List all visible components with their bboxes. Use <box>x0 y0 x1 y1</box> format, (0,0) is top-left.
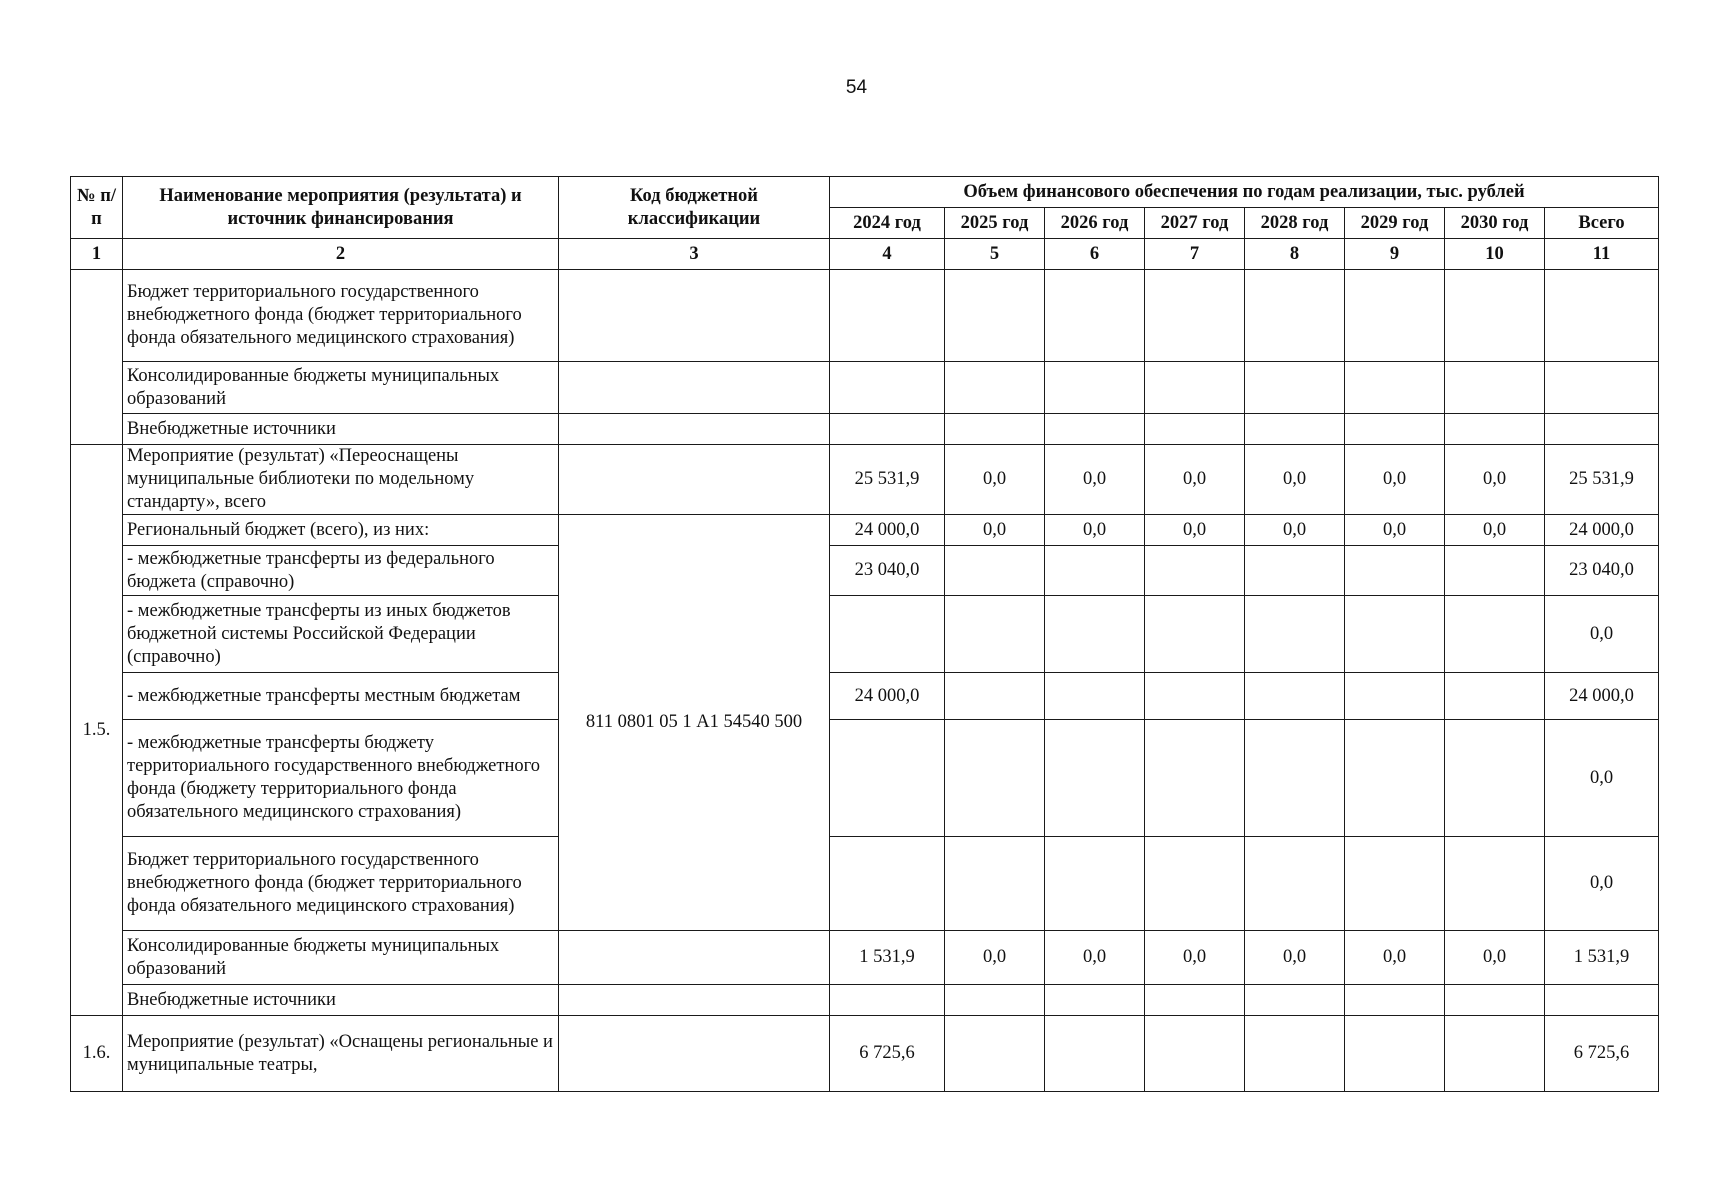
row-value: 0,0 <box>945 445 1045 515</box>
table-row <box>71 362 1659 414</box>
row-value <box>1345 673 1445 720</box>
row-kbk <box>559 270 830 362</box>
row-value <box>1445 985 1545 1016</box>
row-value <box>1445 720 1545 837</box>
row-total <box>1545 362 1659 414</box>
row-total: 0,0 <box>1545 596 1659 673</box>
row-value: 0,0 <box>1045 445 1145 515</box>
row-value: 0,0 <box>945 931 1045 985</box>
row-value <box>1245 362 1345 414</box>
row-name: Внебюджетные источники <box>123 414 559 445</box>
row-value <box>1045 546 1145 596</box>
row-value <box>1445 673 1545 720</box>
row-value <box>1245 673 1345 720</box>
header-name: Наименование мероприятия (результата) и источник финансирования <box>123 177 559 239</box>
row-name: - межбюджетные трансферты местным бюджетам <box>123 673 559 720</box>
row-value <box>1445 362 1545 414</box>
row-value <box>1145 720 1245 837</box>
header-row-1 <box>71 177 1659 208</box>
row-value: 0,0 <box>1345 445 1445 515</box>
row-value: 0,0 <box>1145 931 1245 985</box>
row-total: 0,0 <box>1545 837 1659 931</box>
row-value <box>1045 596 1145 673</box>
column-number: 1 <box>71 239 123 270</box>
row-total: 6 725,6 <box>1545 1016 1659 1092</box>
row-value: 0,0 <box>1145 515 1245 546</box>
header-year: 2025 год <box>945 208 1045 239</box>
row-name: - межбюджетные трансферты бюджету территориального государственного внебюджетного фонда (бюджету территориального фонда обязательного медицинского страхования) <box>123 720 559 837</box>
header-financing-group: Объем финансового обеспечения по годам реализации, тыс. рублей <box>830 177 1659 208</box>
column-number-row <box>71 239 1659 270</box>
column-number: 8 <box>1245 239 1345 270</box>
table-row <box>71 515 1659 546</box>
row-index <box>71 270 123 445</box>
row-value <box>945 546 1045 596</box>
row-value: 1 531,9 <box>830 931 945 985</box>
row-value <box>945 1016 1045 1092</box>
row-value <box>1045 720 1145 837</box>
header-kbk: Код бюджетной классификации <box>559 177 830 239</box>
row-kbk <box>559 362 830 414</box>
row-value <box>1345 985 1445 1016</box>
row-value: 24 000,0 <box>830 673 945 720</box>
row-value <box>1145 596 1245 673</box>
row-value: 0,0 <box>1445 515 1545 546</box>
row-value: 23 040,0 <box>830 546 945 596</box>
row-kbk: 811 0801 05 1 А1 54540 500 <box>559 515 830 931</box>
row-value <box>1145 362 1245 414</box>
row-value <box>1145 837 1245 931</box>
column-number: 11 <box>1545 239 1659 270</box>
table-row <box>71 985 1659 1016</box>
row-value <box>1445 837 1545 931</box>
row-name: Региональный бюджет (всего), из них: <box>123 515 559 546</box>
row-value <box>1145 1016 1245 1092</box>
row-total <box>1545 985 1659 1016</box>
row-kbk <box>559 931 830 985</box>
row-kbk <box>559 414 830 445</box>
row-total: 23 040,0 <box>1545 546 1659 596</box>
row-total: 24 000,0 <box>1545 673 1659 720</box>
column-number: 10 <box>1445 239 1545 270</box>
column-number: 2 <box>123 239 559 270</box>
row-total <box>1545 270 1659 362</box>
row-total <box>1545 414 1659 445</box>
row-value <box>1345 837 1445 931</box>
row-total: 1 531,9 <box>1545 931 1659 985</box>
row-value <box>1345 546 1445 596</box>
row-value <box>945 596 1045 673</box>
row-value <box>945 270 1045 362</box>
row-value <box>1045 1016 1145 1092</box>
column-number: 4 <box>830 239 945 270</box>
column-number: 6 <box>1045 239 1145 270</box>
table-row <box>71 270 1659 362</box>
row-value <box>1045 673 1145 720</box>
row-value <box>830 720 945 837</box>
row-value <box>1445 596 1545 673</box>
table-row <box>71 931 1659 985</box>
column-number: 9 <box>1345 239 1445 270</box>
row-value: 0,0 <box>1245 515 1345 546</box>
row-value <box>1145 985 1245 1016</box>
row-value <box>945 985 1045 1016</box>
row-value <box>1145 414 1245 445</box>
header-number: № п/п <box>71 177 123 239</box>
row-value <box>1445 546 1545 596</box>
row-value <box>1245 546 1345 596</box>
row-value <box>1245 270 1345 362</box>
row-name: Мероприятие (результат) «Переоснащены муниципальные библиотеки по модельному стандарту», всего <box>123 445 559 515</box>
row-value <box>1345 270 1445 362</box>
table-row <box>71 445 1659 515</box>
row-value <box>1345 414 1445 445</box>
row-kbk <box>559 985 830 1016</box>
row-value <box>830 414 945 445</box>
row-name: - межбюджетные трансферты из федерального бюджета (справочно) <box>123 546 559 596</box>
row-value <box>830 837 945 931</box>
row-name: Консолидированные бюджеты муниципальных образований <box>123 362 559 414</box>
row-value <box>1045 837 1145 931</box>
row-name: Мероприятие (результат) «Оснащены региональные и муниципальные театры, <box>123 1016 559 1092</box>
table-row <box>71 720 1659 837</box>
row-value <box>1245 414 1345 445</box>
row-value <box>1045 270 1145 362</box>
row-value <box>1145 546 1245 596</box>
row-kbk <box>559 445 830 515</box>
row-value <box>945 362 1045 414</box>
row-name: Внебюджетные источники <box>123 985 559 1016</box>
row-value <box>1445 1016 1545 1092</box>
table-row <box>71 673 1659 720</box>
page-number: 54 <box>845 77 868 98</box>
row-name: Консолидированные бюджеты муниципальных образований <box>123 931 559 985</box>
row-value <box>1045 414 1145 445</box>
row-value: 0,0 <box>1045 931 1145 985</box>
column-number: 7 <box>1145 239 1245 270</box>
row-value: 0,0 <box>1045 515 1145 546</box>
row-total: 25 531,9 <box>1545 445 1659 515</box>
row-value <box>1345 362 1445 414</box>
row-value: 0,0 <box>945 515 1045 546</box>
row-value <box>1345 1016 1445 1092</box>
table-row <box>71 596 1659 673</box>
row-value: 6 725,6 <box>830 1016 945 1092</box>
row-value <box>1245 837 1345 931</box>
row-value <box>1245 985 1345 1016</box>
header-year: 2026 год <box>1045 208 1145 239</box>
row-value: 0,0 <box>1245 931 1345 985</box>
table-row <box>71 1016 1659 1092</box>
table-row <box>71 837 1659 931</box>
header-year: 2028 год <box>1245 208 1345 239</box>
row-value <box>1145 270 1245 362</box>
header-year: 2024 год <box>830 208 945 239</box>
row-value <box>1445 414 1545 445</box>
row-value <box>1045 985 1145 1016</box>
row-value: 0,0 <box>1145 445 1245 515</box>
row-total: 0,0 <box>1545 720 1659 837</box>
header-year: 2030 год <box>1445 208 1545 239</box>
row-value: 0,0 <box>1245 445 1345 515</box>
row-value <box>830 270 945 362</box>
row-value <box>945 720 1045 837</box>
row-value <box>1345 720 1445 837</box>
row-value <box>1345 596 1445 673</box>
row-value: 0,0 <box>1445 445 1545 515</box>
column-number: 3 <box>559 239 830 270</box>
row-value <box>830 596 945 673</box>
row-value: 25 531,9 <box>830 445 945 515</box>
row-value <box>830 362 945 414</box>
row-index: 1.6. <box>71 1016 123 1092</box>
row-value: 0,0 <box>1345 931 1445 985</box>
table-row <box>71 414 1659 445</box>
table-row <box>71 546 1659 596</box>
row-value <box>945 673 1045 720</box>
row-value: 0,0 <box>1345 515 1445 546</box>
row-value: 0,0 <box>1445 931 1545 985</box>
row-index: 1.5. <box>71 445 123 1016</box>
header-year: 2029 год <box>1345 208 1445 239</box>
row-total: 24 000,0 <box>1545 515 1659 546</box>
row-value <box>945 414 1045 445</box>
row-value <box>1445 270 1545 362</box>
financing-table <box>70 176 1659 1092</box>
row-value <box>1145 673 1245 720</box>
row-value <box>1245 1016 1345 1092</box>
header-year: 2027 год <box>1145 208 1245 239</box>
header-total: Всего <box>1545 208 1659 239</box>
row-value <box>945 837 1045 931</box>
row-name: Бюджет территориального государственного внебюджетного фонда (бюджет территориального фонда обязательного медицинского страхования) <box>123 837 559 931</box>
row-value: 24 000,0 <box>830 515 945 546</box>
row-value <box>1045 362 1145 414</box>
row-kbk <box>559 1016 830 1092</box>
row-name: Бюджет территориального государственного внебюджетного фонда (бюджет территориального фонда обязательного медицинского страхования) <box>123 270 559 362</box>
column-number: 5 <box>945 239 1045 270</box>
row-value <box>1245 596 1345 673</box>
row-value <box>830 985 945 1016</box>
row-value <box>1245 720 1345 837</box>
row-name: - межбюджетные трансферты из иных бюджетов бюджетной системы Российской Федерации (справочно) <box>123 596 559 673</box>
